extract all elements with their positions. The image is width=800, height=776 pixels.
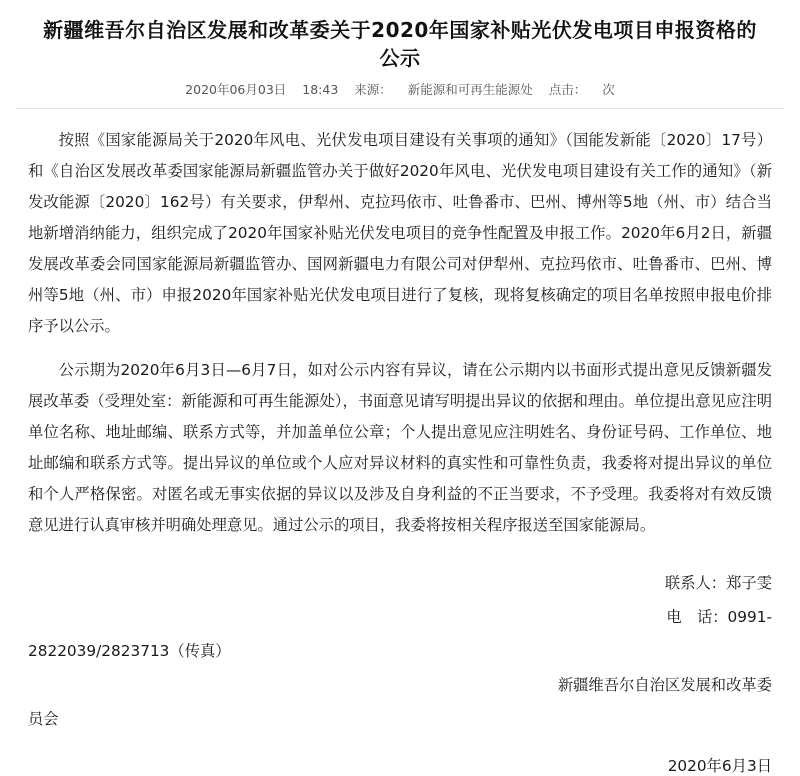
paragraph: 公示期为2020年6月3日—6月7日，如对公示内容有异议，请在公示期内以书面形式提出意见反馈新疆发展改革委（受理处室：新能源和可再生能源处），书面意见请写明提出异议的依据和理由。单位提出意见应注明单位名称、地址邮编、联系方式等，并加盖单位公章；个人提出意见应注明姓名、身份证号码、工作单位、地址邮编和联系方式等。提出异议的单位或个人应对异议材料的真实性和可靠性负责，我委将对提出异议的单位和个人严格保密。对匿名或无事实依据的异议以及涉及自身利益的不正当要求，不予受理。我委将对有效反馈意见进行认真审核并明确处理意见。通过公示的项目，我委将按相关程序报送至国家能源局。	[28, 361, 772, 534]
issuer-name-continued: 员会	[28, 710, 59, 728]
document-meta	[0, 80, 800, 108]
issuer-name: 新疆维吾尔自治区发展和改革委	[557, 676, 772, 694]
contact-person: 联系人：郑子雯	[664, 574, 772, 592]
paragraph: 按照《国家能源局关于2020年风电、光伏发电项目建设有关事项的通知》（国能发新能〔2020〕17号）和《自治区发展改革委国家能源局新疆监管办关于做好2020年风电、光伏发电项目建设有关工作的通知》（新发改能源〔2020〕162号）有关要求，伊犁州、克拉玛依市、吐鲁番市、巴州、博州等5地（州、市）结合当地新增消纳能力，组织完成了2020年国家补贴光伏发电项目的竞争性配置及申报工作。2020年6月2日，新疆发展改革委会同国家能源局新疆监管办、国网新疆电力有限公司对伊犁州、克拉玛依市、吐鲁番市、巴州、博州等5地（州、市）申报2020年国家补贴光伏发电项目进行了复核，现将复核确定的项目名单按照申报电价排序予以公示。	[28, 131, 772, 335]
issue-date: 2020年6月3日	[667, 757, 772, 775]
contact-phone: 电 话：0991-	[666, 608, 772, 626]
signature-block	[0, 554, 800, 736]
publish-time: 18:43	[302, 82, 339, 97]
source-label: 来源：	[354, 82, 392, 97]
views-value: 次	[602, 82, 615, 97]
publish-date: 2020年06月03日	[185, 82, 287, 97]
document-body	[0, 109, 800, 541]
contact-fax: 2822039/2823713（传真）	[28, 642, 231, 660]
source-value: 新能源和可再生能源处	[407, 82, 533, 97]
page-title: 新疆维吾尔自治区发展和改革委关于2020年国家补贴光伏发电项目申报资格的公示	[43, 18, 757, 70]
views-label: 点击：	[548, 82, 587, 97]
